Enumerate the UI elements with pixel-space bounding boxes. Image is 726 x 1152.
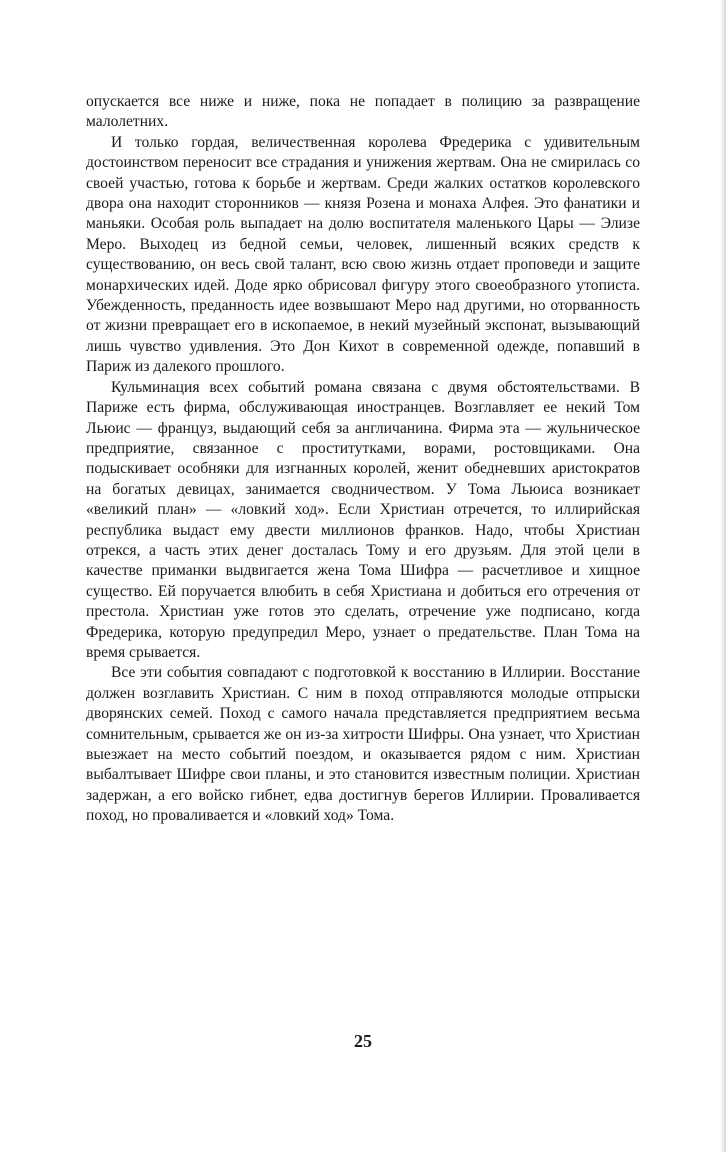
paragraph-4: Все эти события совпадают с подготовкой к восстанию в Иллирии. Восстание должен возглавить Христиан. С ним в поход отправляются молодые отпрыски дворянских семей. Поход с самого начала представляется предприятием весьма сомнительным, срывается же он из-за хитрости Шифры. Она узнает, что Христиан выезжает на место событий поездом, и оказывается рядом с ним. Христиан выбалтывает Шифре свои планы, и это становится известным полиции. Христиан задержан, а его войско гибнет, едва достигнув берегов Иллирии. Проваливается поход, но проваливается и «ловкий ход» Тома.	[86, 664, 640, 825]
paragraph-1: опускается все ниже и ниже, пока не попадает в полицию за развращение малолетних.	[86, 93, 640, 131]
paragraph-2: И только гордая, величественная королева Фредерика с удивительным достоинством переносит все страдания и унижения жертвам. Она не смирилась со своей участью, готова к борьбе и жертвам. Среди жалких остатков королевского двора она находит сторонников — князя Розена и монаха Алфея. Это фанатики и маньяки. Особая роль выпадает на долю воспитателя маленького Цары — Элизе Меро. Выходец из бедной семьи, человек, лишенный всяких средств к существованию, он весь свой талант, всю свою жизнь отдает проповеди и защите монархических идей. Доде ярко обрисовал фигуру этого своеобразного утописта. Убежденность, преданность идее возвышают Меро над другими, но оторванность от жизни превращает его в ископаемое, в некий музейный экспонат, вызывающий лишь чувство удивления. Это Дон Кихот в современной одежде, попавший в Париж из далекого прошлого.	[86, 133, 640, 376]
page-edge-shadow	[720, 0, 726, 1152]
body-text	[86, 92, 640, 827]
page-number: 25	[354, 1031, 372, 1051]
paragraph-3: Кульминация всех событий романа связана с двумя обстоятельствами. В Париже есть фирма, обслуживающая иностранцев. Возглавляет ее некий Том Льюис — француз, выдающий себя за англичанина. Фирма эта — жульническое предприятие, связанное с проститутками, ворами, ростовщиками. Она подыскивает особняки для изгнанных королей, женит обедневших аристократов на богатых девицах, занимается сводничеством. У Тома Льюиса возникает «великий план» — «ловкий ход». Если Христиан отречется, то иллирийская республика выдаст ему двести миллионов франков. Надо, чтобы Христиан отрекся, а часть этих денег досталась Тому и его друзьям. Для этой цели в качестве приманки выдвигается жена Тома Шифра — расчетливое и хищное существо. Ей поручается влюбить в себя Христиана и добиться его отречения от престола. Христиан уже готов это сделать, отречение уже подписано, когда Фредерика, которую предупредил Меро, узнает о предательстве. План Тома на время срывается.	[86, 378, 640, 661]
